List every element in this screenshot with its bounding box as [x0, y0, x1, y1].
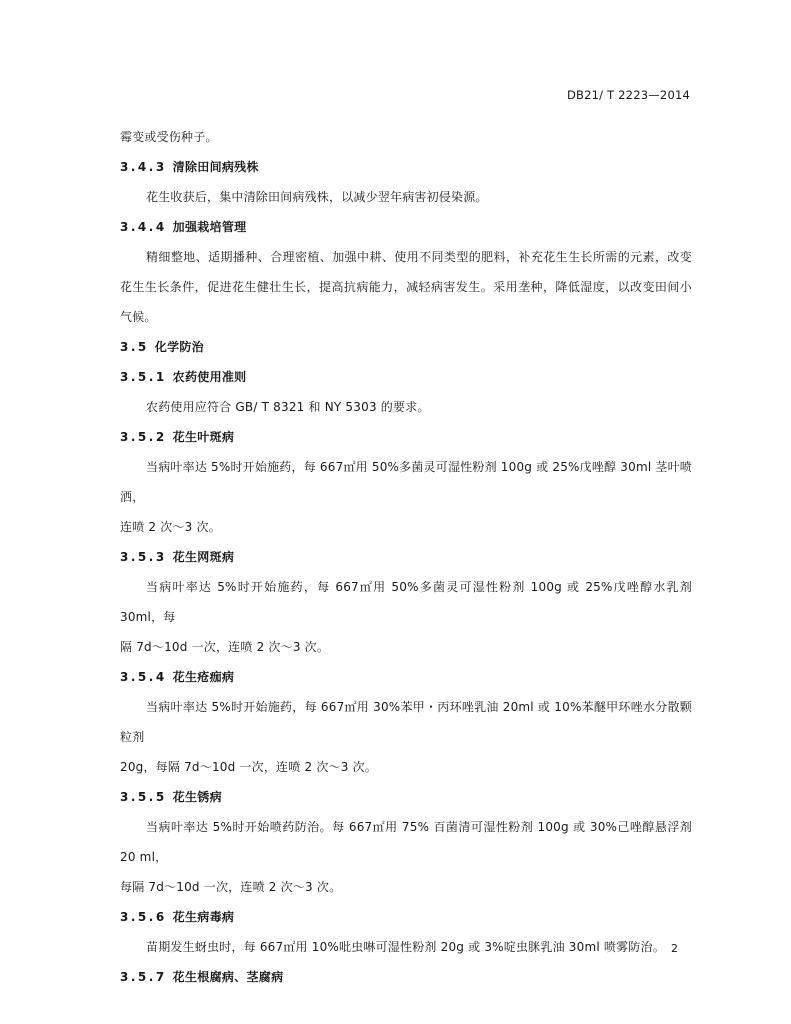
section-title: 花生锈病: [172, 790, 222, 804]
section-heading: [120, 662, 692, 692]
section-heading: [120, 152, 692, 182]
section-3-5: [120, 332, 692, 362]
section-paragraph-line: 当病叶率达 5%时开始施药，每 667㎡用 50%多菌灵可湿性粉剂 100g 或 25%戊唑醇 30ml 茎叶喷洒，: [120, 460, 692, 504]
section-heading: [120, 782, 692, 812]
section-paragraph: 花生收获后，集中清除田间病残株，以减少翌年病害初侵染源。: [146, 190, 488, 204]
section-number: 3.5: [120, 340, 149, 354]
section-title: 花生根腐病、茎腐病: [172, 970, 284, 984]
section-paragraph-line: 当病叶率达 5%时开始施药，每 667㎡用 50%多菌灵可湿性粉剂 100g 或 25%戊唑醇水乳剂 30ml，每: [120, 580, 692, 624]
section-3-4-3: [120, 152, 692, 212]
section-number: 3.5.1: [120, 370, 167, 384]
paragraph-continuation: 霉变或受伤种子。: [120, 130, 218, 144]
section-paragraph-line: 连喷 2 次～3 次。: [120, 520, 221, 534]
section-3-5-5: [120, 782, 692, 902]
section-heading: [120, 422, 692, 452]
page-number: 2: [671, 942, 678, 955]
section-title: 花生疮痂病: [172, 670, 235, 684]
section-title: 花生网斑病: [172, 550, 235, 564]
section-3-5-4: [120, 662, 692, 782]
section-paragraph: 精细整地、适期播种、合理密植、加强中耕、使用不同类型的肥料，补充花生生长所需的元素，改变花生生长条件，促进花生健壮生长，提高抗病能力，减轻病害发生。采用垄种，降低湿度，以改变田间小气候。: [120, 250, 692, 324]
section-paragraph-line: 当病叶率达 5%时开始喷药防治。每 667㎡用 75% 百菌清可湿性粉剂 100g 或 30%己唑醇悬浮剂 20 ml，: [120, 820, 692, 864]
section-number: 3.5.6: [120, 910, 167, 924]
section-3-5-6: [120, 902, 692, 962]
section-heading: [120, 542, 692, 572]
section-number: 3.5.2: [120, 430, 167, 444]
section-3-5-3: [120, 542, 692, 662]
standard-code: DB21/ T 2223—2014: [566, 88, 690, 102]
section-paragraph-line: 当病叶率达 5%时开始施药，每 667㎡用 30%苯甲・丙环唑乳油 20ml 或 10%苯醚甲环唑水分散颗粒剂: [120, 700, 692, 744]
section-3-5-2: [120, 422, 692, 542]
section-3-4-4: [120, 212, 692, 332]
section-paragraph-line: 20g，每隔 7d～10d 一次，连喷 2 次～3 次。: [120, 760, 377, 774]
section-title: 花生叶斑病: [172, 430, 235, 444]
document-body: [120, 122, 692, 992]
section-title: 农药使用准则: [172, 370, 247, 384]
section-paragraph-line: 隔 7d～10d 一次，连喷 2 次～3 次。: [120, 640, 330, 654]
section-paragraph: 苗期发生蚜虫时，每 667㎡用 10%吡虫啉可湿性粉剂 20g 或 3%啶虫脒乳油 30ml 喷雾防治。: [146, 940, 665, 954]
section-heading: [120, 212, 692, 242]
section-title: 花生病毒病: [172, 910, 235, 924]
section-paragraph: 农药使用应符合 GB/ T 8321 和 NY 5303 的要求。: [146, 400, 430, 414]
section-3-5-1: [120, 362, 692, 422]
section-number: 3.5.4: [120, 670, 167, 684]
section-number: 3.5.7: [120, 970, 167, 984]
section-paragraph-line: 每隔 7d～10d 一次，连喷 2 次～3 次。: [120, 880, 342, 894]
section-number: 3.4.4: [120, 220, 167, 234]
section-3-5-7: [120, 962, 692, 992]
section-title: 化学防治: [154, 340, 204, 354]
section-number: 3.5.3: [120, 550, 167, 564]
section-number: 3.5.5: [120, 790, 167, 804]
section-number: 3.4.3: [120, 160, 167, 174]
section-title: 清除田间病残株: [172, 160, 259, 174]
section-heading: [120, 362, 692, 392]
section-title: 加强栽培管理: [172, 220, 247, 234]
section-heading: [120, 332, 692, 362]
section-heading: [120, 962, 692, 992]
section-heading: [120, 902, 692, 932]
